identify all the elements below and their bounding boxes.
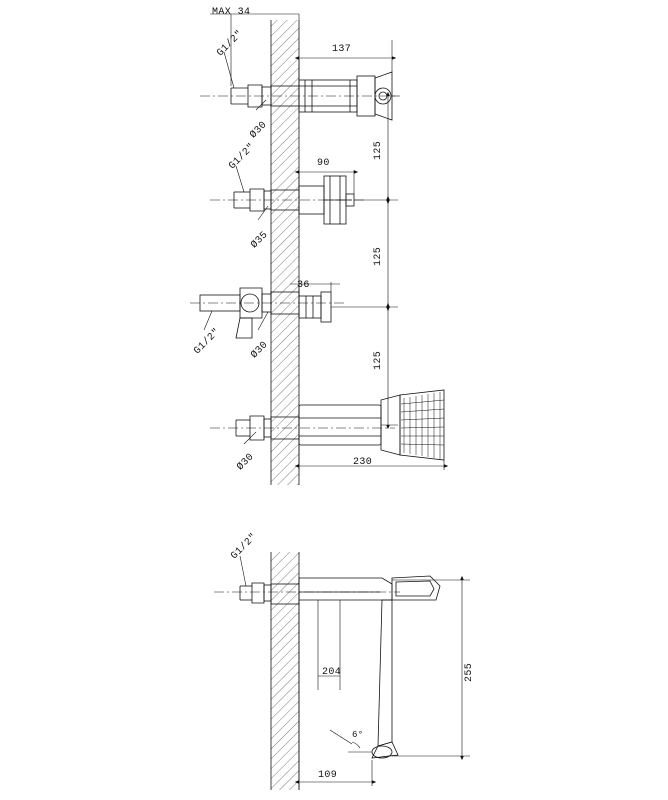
label-depth-109: 109 — [318, 770, 338, 781]
label-diameter-35: Ø35 — [249, 229, 271, 252]
label-diameter-30-top: Ø30 — [248, 119, 270, 142]
label-thread-side: G1/2" — [229, 531, 260, 563]
label-max34: MAX 34 — [212, 7, 251, 18]
label-length-90: 90 — [317, 158, 330, 169]
wall-section-side — [271, 552, 299, 790]
label-thread-second: G1/2" — [227, 141, 258, 173]
label-length-230: 230 — [353, 457, 373, 468]
view-side-elevation — [214, 552, 470, 790]
label-angle-6deg: 6° — [352, 730, 364, 740]
label-height-255: 255 — [464, 662, 475, 682]
view-front-elevation — [190, 14, 444, 485]
label-height-204: 204 — [322, 667, 342, 678]
label-length-137: 137 — [332, 44, 352, 55]
label-diameter-30-mid: Ø30 — [249, 339, 271, 362]
wall-section — [271, 20, 299, 485]
label-length-36: 36 — [297, 280, 310, 291]
label-pitch-125-c: 125 — [373, 350, 384, 370]
label-thread-top: G1/2" — [215, 28, 246, 60]
label-pitch-125-a: 125 — [373, 140, 384, 160]
dimensions-front — [204, 14, 444, 470]
label-thread-third: G1/2" — [192, 326, 223, 358]
label-diameter-30-low: Ø30 — [235, 451, 257, 474]
label-pitch-125-b: 125 — [373, 246, 384, 266]
part-spout — [236, 390, 444, 460]
